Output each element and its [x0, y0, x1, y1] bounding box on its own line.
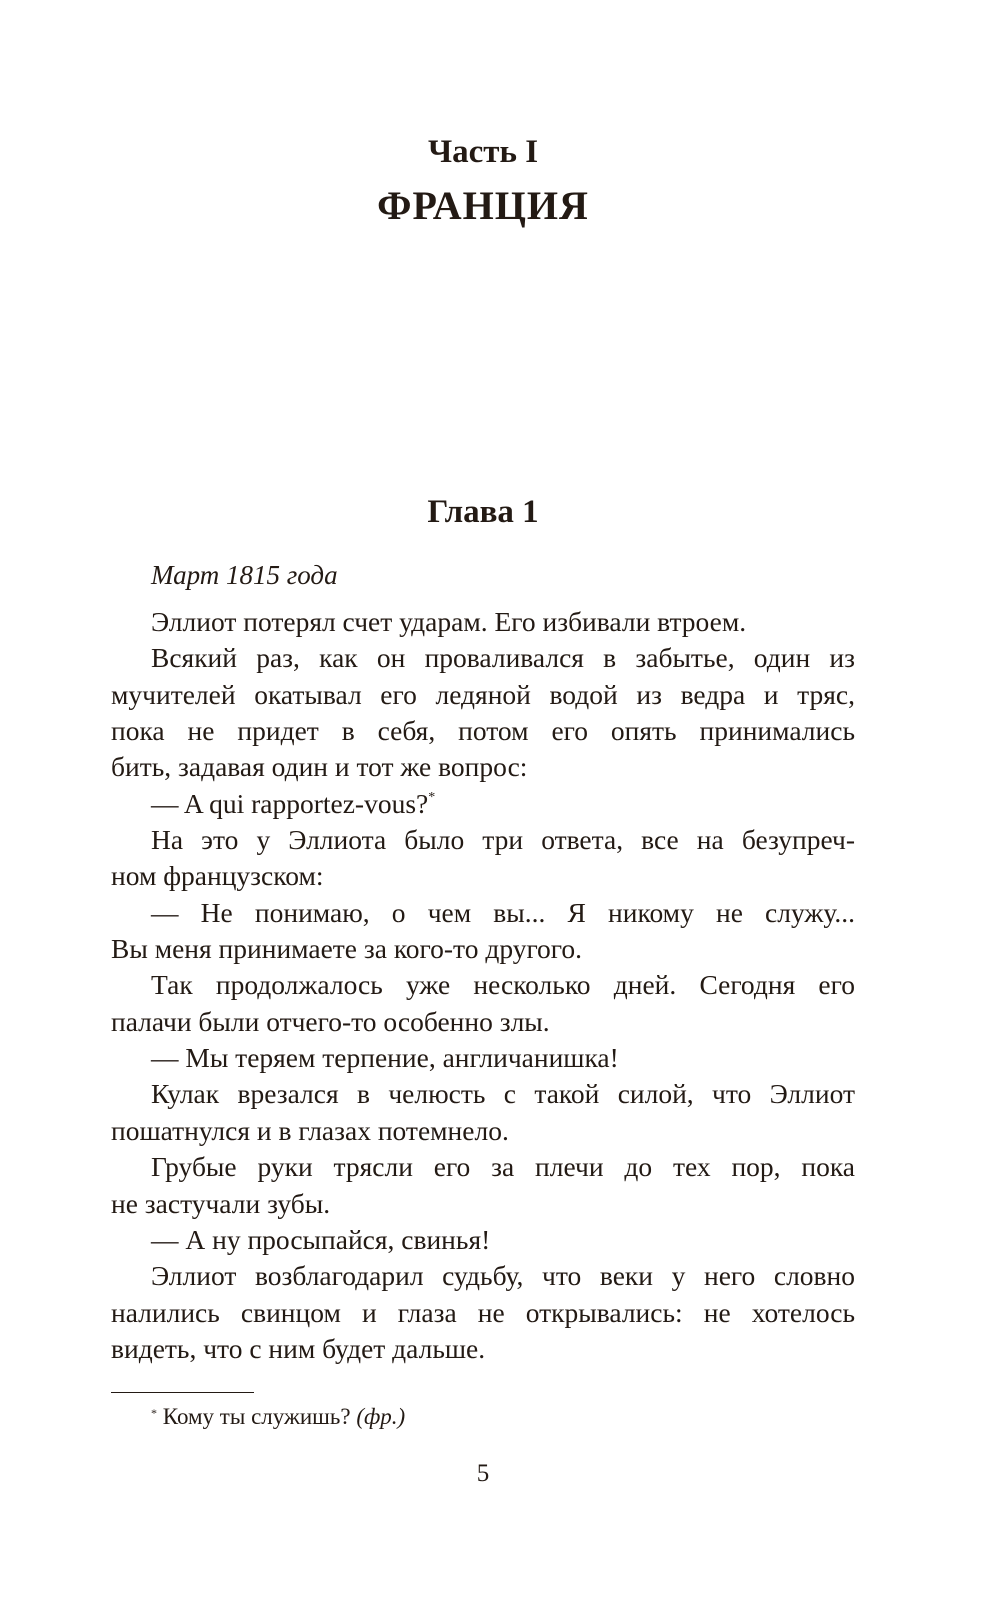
text-line-content: — Мы теряем терпение, англичанишка!	[151, 1042, 619, 1074]
text-line-content: — Не понимаю, о чем вы... Я никому не служу...	[151, 896, 855, 928]
part-title: ФРАНЦИЯ	[377, 183, 589, 228]
text-line	[111, 858, 855, 894]
text-line-content: пошатнулся и в глазах потемнело.	[111, 1114, 509, 1146]
text-line	[111, 1186, 855, 1222]
text-line-content: мучителей окатывал его ледяной водой из ведра и тряс,	[111, 678, 855, 710]
text-line-content: — A qui rapportez-vous?	[151, 787, 429, 819]
text-line	[111, 1076, 855, 1112]
footnote-reference: *	[428, 789, 436, 805]
text-line	[111, 677, 855, 713]
text-line-content: Так продолжалось уже несколько дней. Сегодня его	[151, 969, 855, 1001]
text-line-content: Вы меня принимаете за кого-то другого.	[111, 933, 583, 965]
footnote-language: (фр.)	[356, 1404, 406, 1429]
text-line-content: Эллиот потерял счет ударам. Его избивали втроем.	[151, 606, 747, 637]
footnote-divider	[111, 1392, 254, 1393]
text-line-content: не застучали зубы.	[111, 1187, 331, 1219]
page-number: 5	[476, 1460, 490, 1487]
text-line	[111, 1222, 855, 1258]
footnote-text: Кому ты служишь?	[162, 1404, 351, 1429]
text-line-content: видеть, что с ним будет дальше.	[111, 1332, 486, 1364]
text-line-content: бить, задавая один и тот же вопрос:	[111, 751, 528, 783]
text-line	[111, 1113, 855, 1149]
footnote	[151, 1404, 405, 1430]
part-label: Часть I	[427, 134, 539, 170]
text-line	[111, 1295, 855, 1331]
text-line	[111, 1258, 855, 1294]
text-line-content: палачи были отчего-то особенно злы.	[111, 1005, 550, 1037]
text-line	[111, 967, 855, 1003]
footnote-marker: *	[151, 1406, 157, 1420]
text-line-content: Всякий раз, как он проваливался в забытье, один из	[151, 642, 855, 674]
text-line-content: — А ну просыпайся, свинья!	[151, 1223, 491, 1255]
text-line-content: налились свинцом и глаза не открывались: не хотелось	[111, 1296, 855, 1328]
text-line	[111, 713, 855, 749]
text-line	[111, 1040, 855, 1076]
chapter-title: Глава 1	[427, 494, 539, 530]
text-line-content: На это у Эллиота было три ответа, все на безупреч-	[151, 824, 855, 856]
text-line-content: Грубые руки трясли его за плечи до тех пор, пока	[151, 1151, 855, 1183]
text-line	[111, 931, 855, 967]
text-line	[111, 822, 855, 858]
text-line	[111, 1149, 855, 1185]
chapter-date: Март 1815 года	[151, 560, 338, 590]
text-line	[111, 786, 855, 822]
text-line-content: ном французском:	[111, 860, 324, 892]
text-line	[111, 1331, 855, 1367]
text-line-content: Эллиот возблагодарил судьбу, что веки у него словно	[151, 1260, 855, 1292]
body-text	[111, 604, 855, 1367]
text-line-content: Кулак врезался в челюсть с такой силой, что Эллиот	[151, 1078, 855, 1110]
text-line	[111, 604, 855, 640]
text-line	[111, 1004, 855, 1040]
text-line	[111, 895, 855, 931]
text-line	[111, 640, 855, 676]
text-line-content: пока не придет в себя, потом его опять принимались	[111, 715, 855, 747]
text-line	[111, 749, 855, 785]
